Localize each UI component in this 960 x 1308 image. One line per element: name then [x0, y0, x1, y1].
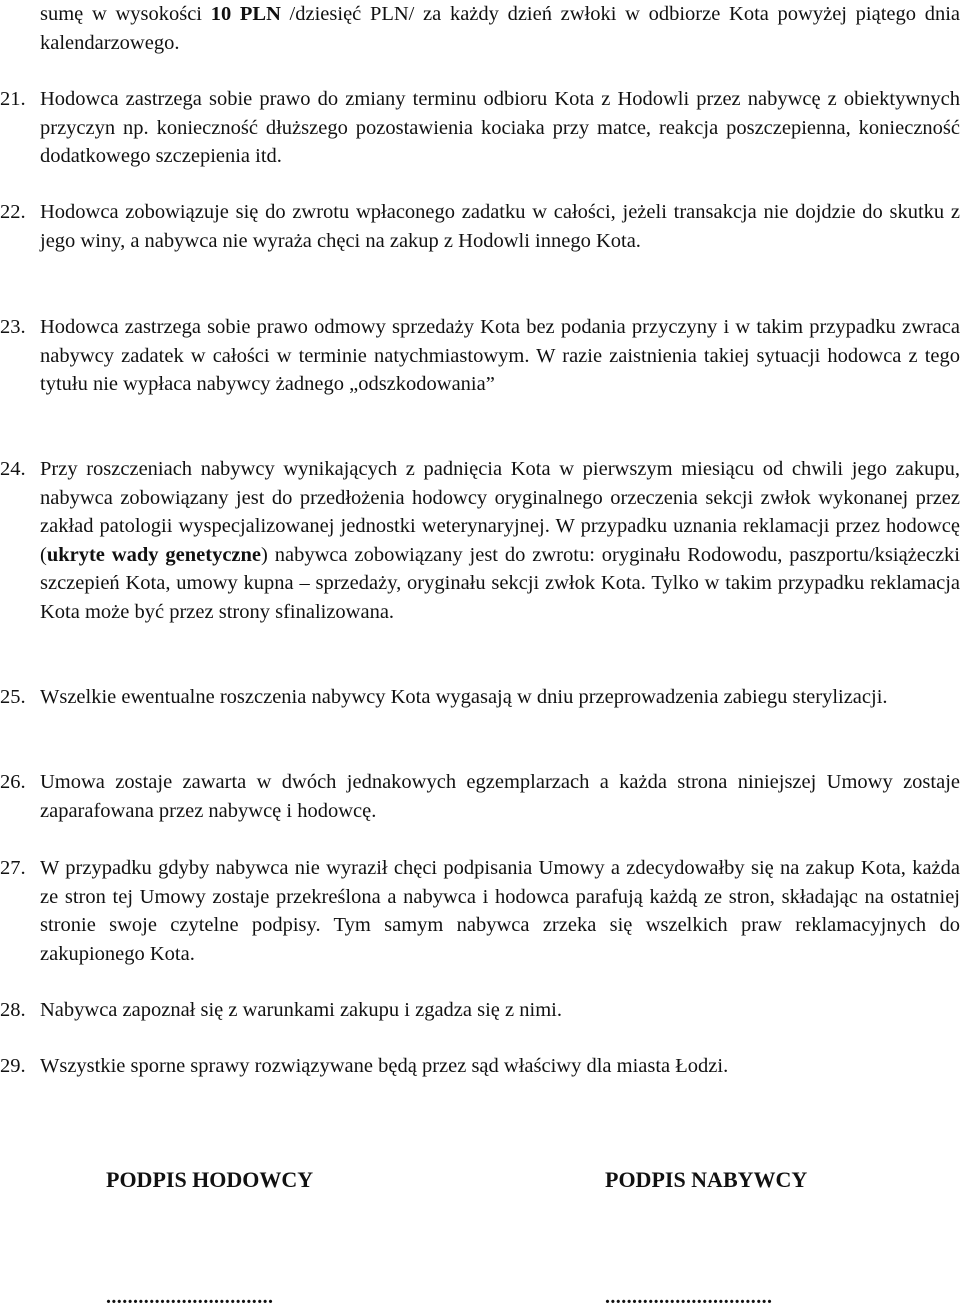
clause-text — [40, 455, 960, 627]
intro-text-part1: sumę w wysokości — [40, 3, 211, 25]
clause-number: 25. — [0, 686, 26, 708]
clause-21 — [0, 85, 960, 171]
clause-number: 23. — [0, 316, 26, 338]
clause-24 — [0, 455, 960, 627]
clause-text-bold: ukryte wady genetyczne — [46, 543, 262, 566]
clause-29 — [0, 1052, 960, 1081]
clause-number: 22. — [0, 201, 26, 223]
clause-text: Wszelkie ewentualne roszczenia nabywcy Kota wygasają w dniu przeprowadzenia zabiegu sterylizacji. — [40, 686, 888, 708]
clause-text: Wszystkie sporne sprawy rozwiązywane będą przez sąd właściwy dla miasta Łodzi. — [40, 1055, 729, 1077]
intro-text-part2: /dziesięć PLN/ za każdy dzień zwłoki w odbiorze Kota powyżej piątego dnia kalendarzowego. — [40, 3, 960, 54]
clause-text: Hodowca zastrzega sobie prawo odmowy sprzedaży Kota bez podania przyczyny i w takim przypadku zwraca nabywcy zadatek w całości w terminie natychmiastowym. W razie zaistnienia takiej sytuacji hodowca z tego tytułu nie wypłaca nabywcy żadnego „odszkodowania” — [40, 316, 960, 396]
buyer-signature-label: PODPIS NABYWCY — [605, 1167, 808, 1192]
clause-number: 26. — [0, 771, 26, 793]
clause-25 — [0, 683, 960, 712]
clause-23 — [0, 313, 960, 399]
breeder-signature-line: ............................... — [106, 1286, 274, 1308]
clause-text-part-a: Przy roszczeniach nabywcy wynikających z padnięcia Kota w pierwszym miesiącu od chwili jego zakupu, nabywca zobowiązany jest do przedłożenia hodowcy oryginalnego orzeczenia sekcji zwłok wykonanej przez zakład patologii wyspecjalizowanej jednostki weterynaryjnej. W przypadku uznania reklamacji przez hodowcę ( — [40, 458, 960, 566]
breeder-signature-label: PODPIS HODOWCY — [106, 1167, 314, 1192]
clause-number: 21. — [0, 88, 26, 110]
buyer-signature-line: ............................... — [605, 1286, 773, 1308]
clause-text: Hodowca zastrzega sobie prawo do zmiany terminu odbioru Kota z Hodowli przez nabywcę z obiektywnych przyczyn np. konieczność dłuższego pozostawienia kociaka przy matce, reakcja poszczepienna, konieczność dodatkowego szczepienia itd. — [40, 88, 960, 168]
clause-22 — [0, 198, 960, 255]
clause-number: 27. — [0, 857, 26, 879]
intro-amount: 10 PLN — [210, 3, 281, 25]
clause-number: 29. — [0, 1055, 26, 1077]
clause-text-part-b: ) nabywca zobowiązany jest do zwrotu: oryginału Rodowodu, paszportu/książeczki szczepień Kota, umowy kupna – sprzedaży, oryginału sekcji zwłok Kota. Tylko w takim przypadku reklamacja Kota może być przez strony sfinalizowana. — [40, 543, 960, 623]
clause-number: 24. — [0, 458, 26, 480]
clause-text: Nabywca zapoznał się z warunkami zakupu i zgadza się z nimi. — [40, 999, 562, 1021]
clause-number: 28. — [0, 999, 26, 1021]
intro-paragraph — [40, 0, 960, 57]
clause-28 — [0, 996, 960, 1025]
clause-text: Hodowca zobowiązuje się do zwrotu wpłaconego zadatku w całości, jeżeli transakcja nie dojdzie do skutku z jego winy, a nabywca nie wyraża chęci na zakup z Hodowli innego Kota. — [40, 201, 960, 252]
clause-27 — [0, 854, 960, 968]
clause-text: W przypadku gdyby nabywca nie wyraził chęci podpisania Umowy a zdecydowałby się na zakup Kota, każda ze stron tej Umowy zostaje przekreślona a nabywca i hodowca parafują każdą ze stron, składając na ostatniej stronie swoje czytelne podpisy. Tym samym nabywca zrzeka się wszelkich praw reklamacyjnych do zakupionego Kota. — [40, 857, 960, 965]
clause-26 — [0, 768, 960, 825]
clause-text: Umowa zostaje zawarta w dwóch jednakowych egzemplarzach a każda strona niniejszej Umowy zostaje zaparafowana przez nabywcę i hodowcę. — [40, 771, 960, 822]
